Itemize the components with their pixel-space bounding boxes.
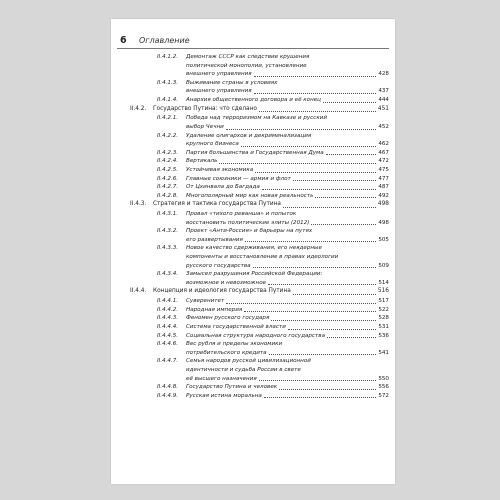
toc-entry-title-line: Народная империя: [186, 306, 243, 313]
toc-entry-title-line: Стратегия и тактика государства Путина: [153, 201, 281, 208]
toc-entry-title-line: Вес рубля и пределы экономики: [186, 341, 283, 348]
toc-entry-page: 467: [378, 149, 389, 156]
dot-leader: [269, 354, 377, 355]
running-header-title: Оглавление: [139, 36, 190, 45]
toc-entry-page: 516: [377, 288, 389, 295]
toc-entry: [111, 383, 395, 392]
toc-entry: [111, 314, 395, 323]
toc-entry-title-line: его развертывания: [186, 236, 243, 243]
toc-entry-number: II.4.1.3.: [157, 79, 179, 86]
toc-entry-page: 517: [378, 298, 389, 305]
toc-entry-title: [186, 306, 376, 315]
toc-entry: [111, 132, 395, 149]
toc-entry-title-line: Социальная структура народного государства: [186, 332, 325, 339]
toc-entry-title-line: Новое качество сдерживания, его неядерные: [186, 245, 322, 252]
dot-leader: [283, 207, 376, 208]
toc-entry-page: 528: [378, 315, 389, 322]
table-of-contents: [111, 53, 395, 400]
toc-entry-number: II.4.4.7.: [157, 358, 179, 365]
toc-entry-number: II.4.2.3.: [157, 149, 179, 156]
dot-leader: [323, 102, 376, 103]
toc-entry-title: [186, 297, 376, 306]
running-header: [117, 36, 389, 49]
toc-entry: [111, 392, 395, 401]
toc-entry-title: [186, 166, 376, 175]
toc-entry-page: 462: [378, 141, 389, 148]
toc-entry-number: II.4.4.9.: [157, 392, 179, 399]
dot-leader: [259, 111, 376, 112]
toc-entry: [111, 192, 395, 201]
toc-entry-title-line: Анархия общественного договора и её конец: [186, 96, 321, 103]
toc-entry-page: 477: [378, 175, 389, 182]
dot-leader: [279, 389, 376, 390]
toc-entry-title-line: восстановить политические элиты (2012): [186, 219, 310, 226]
toc-entry-title: [186, 96, 376, 105]
toc-entry-page: 498: [377, 201, 389, 208]
toc-entry-title: [186, 149, 376, 158]
toc-entry-title-line: потребительского кредита: [186, 349, 267, 356]
toc-entry-page: 572: [378, 392, 389, 399]
toc-entry-title-line: идентичности и судьба России в свете: [186, 367, 301, 374]
toc-entry-title-line: Устойчивая экономика: [186, 166, 254, 173]
dot-leader: [327, 337, 376, 338]
toc-entry-number: II.4.1.4.: [157, 96, 179, 103]
toc-entry-title-line: Многополярный мир как новая реальность: [186, 192, 314, 199]
toc-entry: [111, 157, 395, 166]
toc-entry-page: 472: [378, 158, 389, 165]
toc-entry: [111, 332, 395, 341]
dot-leader: [271, 320, 376, 321]
dot-leader: [268, 284, 376, 285]
toc-entry-number: II.4.3.1.: [157, 211, 179, 218]
dot-leader: [244, 311, 376, 312]
toc-entry-page: 487: [378, 184, 389, 191]
toc-entry-title: [186, 157, 376, 166]
toc-entry-title-line: Концепция и идеология государства Путина: [153, 288, 291, 295]
toc-entry-page: 475: [378, 166, 389, 173]
toc-entry-title-line: компоненты и восстановление в правах идеологии: [186, 254, 339, 261]
dot-leader: [254, 93, 377, 94]
toc-entry-title-line: Проект «Анти-Россия» и барьеры на путях: [186, 228, 313, 235]
book-page: [111, 19, 395, 484]
toc-entry-number: II.4.2.8.: [157, 192, 179, 199]
toc-entry: [111, 79, 395, 96]
toc-entry-title-line: выбор Чечни: [186, 123, 224, 130]
dot-leader: [315, 197, 376, 198]
toc-entry-title: [186, 183, 376, 192]
toc-entry-title-line: русского государства: [186, 262, 251, 269]
toc-entry-title-line: внешнего управления: [186, 88, 252, 95]
dot-leader: [311, 224, 376, 225]
toc-entry-title-line: Русская истина моральна: [186, 392, 262, 399]
toc-entry: [111, 270, 395, 287]
toc-entry: [111, 306, 395, 315]
toc-entry-number: II.4.4.2.: [157, 306, 179, 313]
toc-entry-title-line: Демонтаж СССР как следствие крушения: [186, 54, 310, 60]
toc-entry-title-line: Удаление олигархов и декриминализация: [186, 132, 312, 139]
toc-entry-title-line: Провал «тихого реванша» и попыток: [186, 211, 297, 218]
dot-leader: [254, 76, 377, 77]
toc-entry: [111, 149, 395, 158]
toc-entry-title: [186, 383, 376, 392]
dot-leader: [293, 294, 376, 295]
dot-leader: [255, 172, 376, 173]
toc-entry-page: 492: [378, 192, 389, 199]
toc-entry-number: II.4.3.3.: [157, 245, 179, 252]
dot-leader: [264, 397, 376, 398]
toc-entry-title-line: крупного бизнеса: [186, 141, 239, 148]
toc-entry: [111, 96, 395, 105]
toc-entry-number: II.4.4.8.: [157, 384, 179, 391]
toc-entry-number: II.4.2.5.: [157, 166, 179, 173]
toc-entry-title-line: Замысел разрушения Российской Федерации:: [186, 271, 323, 278]
toc-entry-number: II.4.4.1.: [157, 298, 179, 305]
toc-entry-page: 522: [378, 306, 389, 313]
toc-entry-page: 451: [377, 105, 389, 112]
dot-leader: [293, 180, 377, 181]
toc-entry-title: [186, 314, 376, 323]
toc-entry-page: 428: [378, 71, 389, 78]
toc-entry: [111, 114, 395, 131]
toc-entry-page: 556: [378, 384, 389, 391]
toc-entry: [111, 244, 395, 270]
toc-entry: [111, 210, 395, 227]
toc-entry-number: II.4.2.1.: [157, 115, 179, 122]
toc-entry-number: II.4.3.: [130, 201, 147, 208]
dot-leader: [245, 241, 376, 242]
toc-entry-title-line: От Цхинвала до Багдада: [186, 184, 260, 191]
toc-entry-page: 498: [378, 219, 389, 226]
toc-entry-page: 444: [378, 96, 389, 103]
toc-entry-title-line: Выживание страны в условиях: [186, 79, 278, 86]
dot-leader: [259, 380, 377, 381]
dot-leader: [226, 129, 377, 130]
toc-entry-page: 514: [378, 279, 389, 286]
toc-entry: [111, 323, 395, 332]
toc-entry-title-line: Вертикаль: [186, 158, 218, 165]
toc-entry-number: II.4.2.6.: [157, 175, 179, 182]
toc-entry-page: 541: [378, 349, 389, 356]
toc-entry-title-line: возможное и невозможное: [186, 279, 267, 286]
toc-entry-title-line: политической монополии, установление: [186, 62, 307, 69]
dot-leader: [253, 267, 377, 268]
toc-entry: [111, 53, 395, 79]
toc-entry: [111, 287, 395, 297]
dot-leader: [288, 329, 376, 330]
toc-entry-number: II.4.4.5.: [157, 332, 179, 339]
toc-entry: [111, 166, 395, 175]
toc-entry-page: 505: [378, 236, 389, 243]
toc-entry-number: II.4.2.2.: [157, 132, 179, 139]
page-number: 6: [120, 35, 127, 46]
toc-entry-number: II.4.2.: [130, 105, 147, 112]
toc-entry-page: 437: [378, 88, 389, 95]
toc-entry-title-line: Семья народов русской цивилизационной: [186, 358, 311, 365]
toc-entry: [111, 357, 395, 383]
toc-entry-page: 550: [378, 375, 389, 382]
toc-entry-number: II.4.3.4.: [157, 271, 179, 278]
toc-entry-number: II.4.2.4.: [157, 158, 179, 165]
toc-entry: [111, 105, 395, 115]
toc-entry-title-line: Победа над терроризмом на Кавказе и русский: [186, 115, 327, 122]
toc-entry-number: II.4.3.2.: [157, 228, 179, 235]
toc-entry-number: II.4.2.7.: [157, 184, 179, 191]
toc-entry-title-line: Партия большинства и Государственная Дума: [186, 149, 324, 156]
toc-entry-title-line: её высшего назначения: [186, 375, 257, 382]
toc-entry: [111, 183, 395, 192]
toc-entry-number: II.4.4.: [130, 288, 147, 295]
toc-entry-title-line: Система государственной власти: [186, 324, 286, 331]
dot-leader: [326, 154, 377, 155]
dot-leader: [262, 189, 377, 190]
toc-entry-page: 509: [378, 262, 389, 269]
toc-entry-title-line: Главные союзники — армия и флот: [186, 175, 291, 182]
dot-leader: [241, 146, 377, 147]
toc-entry-title: [186, 192, 376, 201]
toc-entry-number: II.4.4.3.: [157, 315, 179, 322]
toc-entry-title: [186, 323, 376, 332]
toc-entry: [111, 340, 395, 357]
toc-entry: [111, 297, 395, 306]
toc-entry-title: [186, 175, 376, 184]
toc-entry-title: [186, 332, 376, 341]
toc-entry-number: II.4.1.2.: [157, 54, 179, 60]
toc-entry-page: 536: [378, 332, 389, 339]
toc-entry: [111, 200, 395, 210]
dot-leader: [219, 163, 376, 164]
dot-leader: [226, 303, 376, 304]
toc-entry: [111, 227, 395, 244]
toc-entry-title-line: внешнего управления: [186, 71, 252, 78]
toc-entry-page: 452: [378, 123, 389, 130]
toc-entry: [111, 175, 395, 184]
toc-entry-number: II.4.4.6.: [157, 341, 179, 348]
toc-entry-number: II.4.4.4.: [157, 324, 179, 331]
toc-entry-title-line: Суверенитет: [186, 298, 225, 305]
toc-entry-page: 531: [378, 324, 389, 331]
toc-entry-title: [186, 392, 376, 401]
toc-entry-title-line: Государство Путина и человек: [186, 384, 278, 391]
toc-entry-title-line: Государство Путина: что сделано: [153, 105, 257, 112]
toc-entry-title-line: Феномен русского государя: [186, 315, 270, 322]
